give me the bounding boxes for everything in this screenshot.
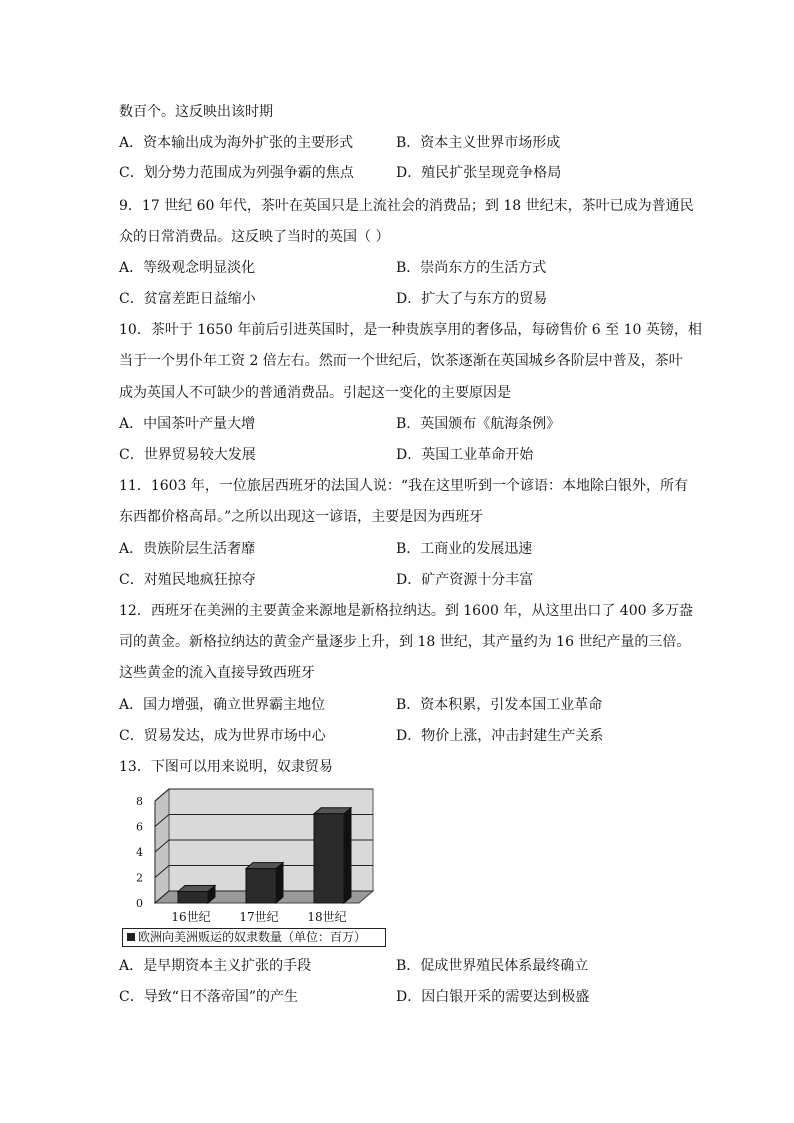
q11-option-c: C．对殖民地疯狂掠夺 xyxy=(119,572,256,588)
question-13-stem: 13．下图可以用来说明，奴隶贸易 xyxy=(119,759,333,775)
q8-option-b: B．资本主义世界市场形成 xyxy=(396,135,561,151)
q9-option-b: B．崇尚东方的生活方式 xyxy=(396,260,547,276)
q12-option-d: D．物价上涨，冲击封建生产关系 xyxy=(396,728,604,744)
chart-legend xyxy=(122,928,386,947)
q8-option-c: C．划分势力范围成为列强争霸的焦点 xyxy=(119,165,354,181)
q9-option-d: D．扩大了与东方的贸易 xyxy=(396,291,548,307)
q12-option-c: C．贸易发达，成为世界市场中心 xyxy=(119,728,326,744)
y-tick-label: 2 xyxy=(136,871,143,885)
x-tick-label: 18世纪 xyxy=(307,910,347,924)
q10-option-a: A．中国茶叶产量大增 xyxy=(119,416,256,432)
bar xyxy=(314,814,344,903)
bar xyxy=(246,869,276,903)
question-10-stem-3: 成为英国人不可缺少的普通消费品。引起这一变化的主要原因是 xyxy=(119,385,511,401)
question-12-stem: 12．西班牙在美洲的主要黄金来源地是新格拉纳达。到 1600 年，从这里出口了 400 多万盎 xyxy=(119,603,693,619)
x-tick-label: 17世纪 xyxy=(239,910,279,924)
legend-label: 欧洲向美洲贩运的奴隶数量（单位：百万） xyxy=(138,930,367,944)
y-tick-label: 4 xyxy=(136,846,143,859)
q13-option-b: B．促成世界殖民体系最终确立 xyxy=(396,958,589,974)
y-tick-label: 0 xyxy=(136,897,143,910)
question-8-stem-end: 数百个。这反映出该时期 xyxy=(119,104,273,120)
q10-option-b: B．英国颁布《航海条例》 xyxy=(396,416,561,432)
q8-option-a: A．资本输出成为海外扩张的主要形式 xyxy=(119,135,354,151)
q8-option-d: D．殖民扩张呈现竞争格局 xyxy=(396,165,562,181)
q12-option-b: B．资本积累，引发本国工业革命 xyxy=(396,697,603,713)
q13-option-d: D．因白银开采的需要达到极盛 xyxy=(396,989,590,1005)
y-tick-label: 8 xyxy=(136,795,143,808)
question-11-stem-2: 东西都价格高昂。”之所以出现这一谚语，主要是因为西班牙 xyxy=(119,509,484,525)
q11-option-a: A．贵族阶层生活奢靡 xyxy=(119,541,256,557)
q11-option-b: B．工商业的发展迅速 xyxy=(396,541,533,557)
legend-swatch xyxy=(127,933,135,941)
bar-side xyxy=(344,808,351,903)
question-9-stem-2: 众的日常消费品。这反映了当时的英国（ ） xyxy=(119,229,390,245)
q10-option-c: C．世界贸易较大发展 xyxy=(119,447,256,463)
question-12-stem-3: 这些黄金的流入直接导致西班牙 xyxy=(119,665,315,681)
q13-option-c: C．导致“日不落帝国”的产生 xyxy=(119,989,299,1005)
q10-option-d: D．英国工业革命开始 xyxy=(396,447,534,463)
question-12-stem-2: 司的黄金。新格拉纳达的黄金产量逐步上升，到 18 世纪，其产量约为 16 世纪产量的三倍。 xyxy=(119,634,691,650)
q9-option-a: A．等级观念明显淡化 xyxy=(119,260,256,276)
question-10-stem-2: 当于一个男仆年工资 2 倍左右。然而一个世纪后，饮茶逐渐在英国城乡各阶层中普及，茶叶 xyxy=(119,353,683,369)
bar-side xyxy=(276,863,283,903)
question-11-stem: 11．1603 年，一位旅居西班牙的法国人说：“我在这里听到一个谚语：本地除白银外，所有 xyxy=(119,478,689,494)
q11-option-d: D．矿产资源十分丰富 xyxy=(396,572,534,588)
bar-chart-svg xyxy=(119,783,394,928)
slave-trade-bar-chart xyxy=(119,783,394,948)
question-9-stem: 9．17 世纪 60 年代，茶叶在英国只是上流社会的消费品；到 18 世纪末，茶叶已成为普通民 xyxy=(119,198,694,214)
question-10-stem: 10．茶叶于 1650 年前后引进英国时，是一种贵族享用的奢侈品，每磅售价 6 至 10 英镑，相 xyxy=(119,322,702,338)
x-tick-label: 16世纪 xyxy=(171,910,211,924)
q9-option-c: C．贫富差距日益缩小 xyxy=(119,291,256,307)
q13-option-a: A．是早期资本主义扩张的手段 xyxy=(119,958,312,974)
q12-option-a: A．国力增强，确立世界霸主地位 xyxy=(119,697,326,713)
bar xyxy=(178,892,208,903)
y-tick-label: 6 xyxy=(136,820,143,834)
